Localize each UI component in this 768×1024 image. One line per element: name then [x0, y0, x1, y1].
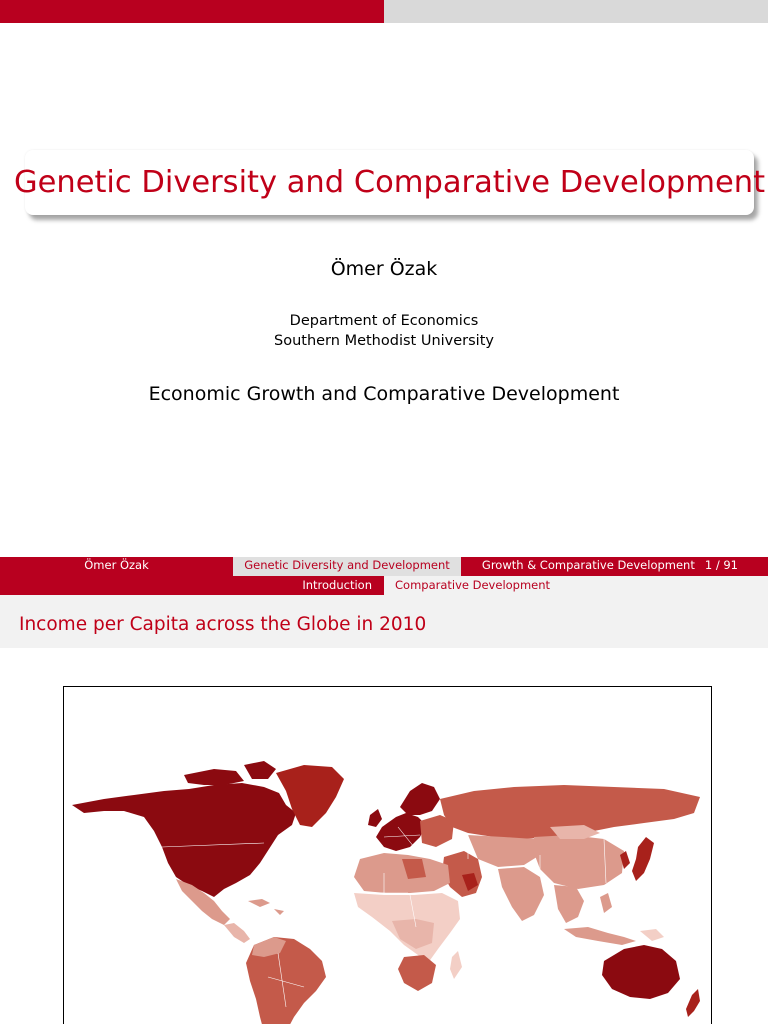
world-income-map: [63, 686, 712, 1024]
frame-title: Income per Capita across the Globe in 2010: [19, 614, 427, 635]
region-central-africa: [392, 919, 434, 949]
region-south-asia: [498, 867, 544, 921]
progress-bar-fill: [0, 0, 384, 23]
author-name: Ömer Özak: [330, 258, 438, 280]
footline: [0, 557, 768, 576]
region-western-europe: [376, 813, 426, 851]
nav-section-introduction[interactable]: Introduction: [0, 576, 384, 595]
region-southern-africa: [398, 955, 436, 991]
region-australia: [602, 945, 680, 999]
footline-short-title: Genetic Diversity and Development: [233, 557, 461, 576]
region-uk: [368, 809, 382, 827]
frame-title-bar: [0, 595, 768, 648]
footline-course-group: [461, 557, 768, 576]
institute-department: Department of Economics: [289, 313, 479, 329]
region-madagascar: [450, 951, 462, 979]
region-china: [534, 835, 624, 889]
region-scandinavia: [400, 783, 440, 815]
progress-bar: [0, 0, 768, 23]
title-box: [13, 150, 766, 215]
region-new-zealand: [686, 989, 700, 1017]
region-caribbean: [248, 899, 284, 915]
footline-page-number: 1 / 91: [704, 558, 738, 572]
footline-short-course: Growth & Comparative Development: [481, 558, 695, 572]
world-map-svg: [64, 687, 712, 1024]
nav-subsection-comparative-development[interactable]: Comparative Development: [384, 576, 768, 595]
region-japan: [632, 837, 654, 881]
headline-nav: [0, 576, 768, 595]
course-name: Economic Growth and Comparative Development: [148, 383, 620, 405]
region-north-america: [72, 783, 296, 897]
region-southeast-asia: [554, 885, 584, 923]
institute-university: Southern Methodist University: [274, 333, 494, 349]
region-central-america: [224, 923, 250, 943]
region-philippines: [600, 893, 612, 913]
presentation-title: Genetic Diversity and Comparative Development: [13, 165, 766, 200]
region-arctic-islands: [184, 761, 276, 785]
region-indonesia: [564, 927, 636, 945]
footline-author: Ömer Özak: [0, 557, 233, 576]
region-png: [640, 929, 664, 941]
region-central-asia: [468, 835, 540, 867]
